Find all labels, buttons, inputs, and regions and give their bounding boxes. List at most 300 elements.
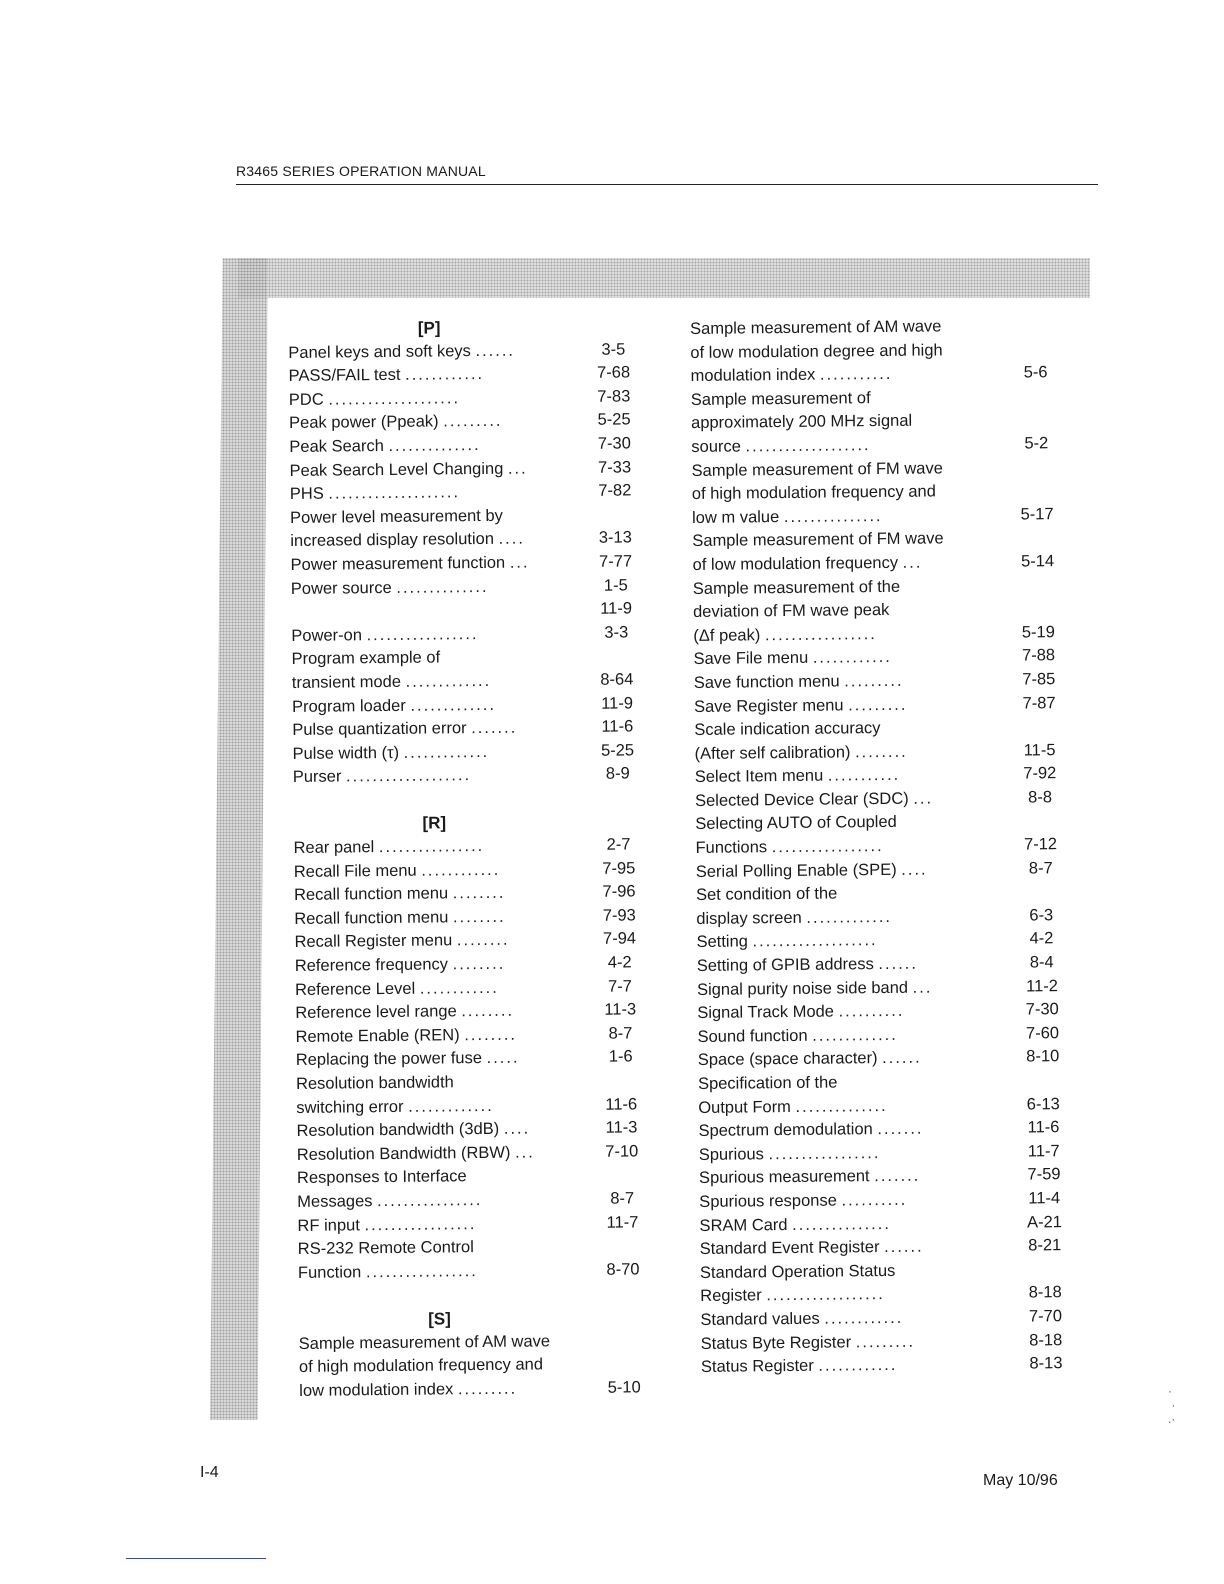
index-entry-text: [694, 692, 1012, 719]
index-entry-text: [695, 810, 1013, 861]
index-entry-text: [294, 905, 592, 932]
page-header-title: R3465 SERIES OPERATION MANUAL: [236, 163, 486, 179]
index-entry-label: Save Register menu: [693, 695, 844, 716]
index-entry-page-ref: 11-6: [605, 1094, 638, 1114]
index-entry: [692, 526, 1064, 577]
index-entry-page-ref: 5-6: [1023, 363, 1048, 382]
index-entry-line: [690, 362, 998, 389]
index-entry-page-ref: 8-8: [1028, 788, 1053, 807]
header-rule: [236, 184, 1098, 185]
index-entry-line: [699, 1141, 1007, 1168]
index-entry-label: Save function menu: [693, 672, 840, 692]
index-entry-text: [294, 928, 592, 955]
index-entry-label: Signal Track Mode: [697, 1002, 835, 1023]
index-entry-leader-dots: ...................: [745, 436, 871, 456]
index-entry-label: Setting of GPIB address: [696, 955, 874, 975]
index-entry-text: [697, 999, 1015, 1026]
index-entry-page-ref: 7-94: [602, 929, 637, 949]
index-entry-label: low m value: [691, 507, 780, 527]
index-entry: [695, 810, 1067, 861]
index-entry-page-ref: 5-2: [1024, 434, 1049, 453]
index-entry: [291, 645, 643, 696]
index-entry-page-ref: 8-10: [1026, 1047, 1060, 1066]
index-entry-continuation-line: Scale indication accuracy: [694, 719, 881, 740]
index-entry: [701, 1352, 1073, 1379]
index-entry-page-ref: 8-64: [600, 670, 634, 689]
index-entry-continuation-line: Sample measurement of AM wave: [690, 317, 942, 338]
index-entry-text: [701, 1353, 1019, 1380]
index-entry-page-ref: 7-92: [1023, 764, 1057, 783]
index-entry-leader-dots: .............: [410, 695, 497, 715]
index-entry-label: Peak Search: [289, 436, 384, 456]
index-entry-label: PASS/FAIL test: [288, 366, 401, 386]
index-entry-line: [291, 622, 579, 649]
index-entry-leader-dots: ...................: [345, 766, 472, 786]
index-entry-page-ref: 11-9: [601, 693, 634, 713]
index-entry-continuation-line: Sample measurement of FM wave: [692, 529, 944, 551]
index-entry-label: switching error: [296, 1097, 404, 1117]
index-entry-text: [695, 763, 1013, 790]
index-entry-page-ref: 11-6: [1027, 1118, 1060, 1137]
index-entry-leader-dots: .......: [874, 1167, 921, 1186]
index-entry-text: [701, 1329, 1019, 1356]
index-entry-leader-dots: .........: [457, 1379, 518, 1398]
index-entry-line: [295, 999, 583, 1026]
index-entry-leader-dots: .............: [806, 907, 893, 927]
index-entry-text: [699, 1164, 1017, 1191]
index-entry-label: Recall function menu: [293, 884, 449, 905]
index-entry-text: [696, 928, 1014, 955]
index-entry-page-ref: 5-10: [607, 1378, 641, 1397]
index-entry-label: Peak power (Ppeak): [289, 412, 439, 433]
index-column-left-inner: [288, 314, 651, 1403]
index-entry-label: Signal purity noise side band: [696, 978, 909, 999]
index-entry-label: RF input: [297, 1215, 360, 1235]
index-entry-page-ref: 7-10: [605, 1142, 639, 1161]
index-entry-page-ref: 7-12: [1023, 835, 1058, 854]
index-entry-page-ref: 8-18: [1029, 1330, 1063, 1350]
index-entry-line: [699, 1188, 1007, 1215]
index-entry-page-ref: 7-7: [607, 977, 633, 996]
index-entry-line: [699, 1211, 1007, 1238]
index-entry-page-ref: 1-5: [603, 575, 628, 595]
index-entry-line: [299, 1377, 587, 1404]
index-entry-label: Spurious measurement: [698, 1167, 870, 1188]
index-entry-leader-dots: ...........: [827, 766, 901, 785]
index-entry-leader-dots: ...: [507, 459, 528, 478]
index-entry-label: Spurious response: [699, 1191, 837, 1211]
index-entry-leader-dots: ...............: [792, 1214, 891, 1234]
index-entry-text: [293, 834, 591, 861]
index-entry-line: [698, 1093, 1006, 1120]
index-entry-leader-dots: ..............: [388, 435, 481, 455]
index-entry-leader-dots: ..........: [838, 1002, 905, 1021]
index-entry-text: [295, 1023, 593, 1050]
index-entry-page-ref: 11-3: [605, 1118, 638, 1137]
index-entry-leader-dots: ............: [419, 978, 499, 998]
index-entry: [700, 1258, 1072, 1309]
index-entry-page-ref: 2-7: [606, 835, 631, 854]
index-entry-label: Peak Search Level Changing: [289, 459, 504, 480]
index-entry-leader-dots: ...: [902, 553, 923, 572]
index-entry-label: Status Byte Register: [700, 1332, 852, 1353]
index-entry-page-ref: 3-3: [604, 623, 629, 642]
index-entry-continuation-line: of low modulation degree and high: [690, 340, 943, 362]
index-entry-line: [290, 527, 578, 554]
index-entry-page-ref: 7-93: [602, 906, 636, 925]
index-entry-label: Sound function: [697, 1026, 808, 1046]
index-entry: [691, 385, 1064, 460]
index-entry-text: [697, 975, 1015, 1002]
index-entry-page-ref: 5-14: [1020, 552, 1055, 571]
index-entry-continuation-line: approximately 200 MHz signal: [691, 412, 913, 433]
index-entry-continuation-line: of high modulation frequency and: [691, 482, 936, 504]
index-entry-line: [289, 457, 577, 484]
index-entry-leader-dots: ....................: [328, 483, 461, 503]
index-entry-continuation-line: Power level measurement by: [289, 506, 503, 527]
index-column-left: [288, 318, 640, 1403]
index-entry: [296, 1069, 648, 1120]
index-entry-leader-dots: ............: [421, 860, 501, 880]
index-entry-line: [290, 551, 578, 578]
index-entry-label: Select Item menu: [694, 766, 824, 787]
index-entry-page-ref: 11-2: [1026, 976, 1059, 996]
index-entry-page-ref: 8-7: [1028, 858, 1053, 878]
index-entry-leader-dots: .................: [364, 1214, 477, 1234]
index-entry-leader-dots: ..................: [766, 1285, 885, 1305]
index-entry-text: [290, 551, 588, 578]
index-entry-continuation-line: Standard Operation Status: [699, 1261, 896, 1282]
index-entry-label: Recall Register menu: [294, 931, 453, 952]
index-entry-line: [292, 740, 580, 767]
index-entry-label: transient mode: [291, 672, 402, 692]
index-entry-label: Spurious: [698, 1145, 764, 1164]
index-entry-page-ref: 7-77: [598, 552, 633, 571]
index-entry-line: [289, 409, 577, 436]
index-entry-page-ref: 7-83: [597, 387, 631, 406]
index-entry-text: [290, 504, 588, 554]
index-entry-text: [294, 881, 592, 908]
index-entry-line: [295, 1023, 583, 1050]
index-entry-text: [698, 1046, 1016, 1073]
section-heading: [R]: [422, 813, 447, 834]
index-entry-continuation-line: RS-232 Remote Control: [297, 1238, 474, 1259]
index-entry-label: of low modulation frequency: [692, 553, 899, 574]
index-entry-leader-dots: .............: [403, 742, 490, 762]
index-entry-text: [693, 574, 1012, 648]
index-entry-text: [288, 362, 586, 389]
index-entry: [297, 1164, 649, 1215]
index-entry-text: [700, 1235, 1018, 1262]
index-entry-leader-dots: ......: [882, 1049, 922, 1068]
index-entry-label: Register: [700, 1286, 762, 1306]
index-entry-label: low modulation index: [299, 1380, 454, 1400]
index-entry-page-ref: 8-18: [1028, 1283, 1062, 1302]
index-entry-text: [698, 1070, 1016, 1121]
index-entry-leader-dots: ........: [461, 1001, 515, 1021]
footer-rule: [126, 1558, 266, 1559]
index-entry-continuation-line: Responses to Interface: [296, 1167, 467, 1188]
index-entry-line: [696, 905, 1004, 932]
index-entry-leader-dots: ......: [884, 1237, 924, 1257]
index-entry-page-ref: 11-3: [604, 1000, 637, 1019]
section-heading: [S]: [428, 1309, 451, 1329]
index-entry-page-ref: 5-25: [600, 741, 635, 760]
index-entry: [293, 763, 645, 790]
index-entry-text: [691, 385, 1010, 459]
index-entry-leader-dots: .......: [877, 1119, 924, 1139]
index-entry-leader-dots: ..........: [841, 1190, 908, 1210]
index-entry-label: Selected Device Clear (SDC): [694, 789, 909, 810]
index-entry-leader-dots: ............: [818, 1356, 898, 1375]
index-entry-text: [289, 433, 587, 460]
index-entry-line: [294, 905, 582, 932]
index-entry-label: Remote Enable (REN): [295, 1026, 460, 1046]
index-entry-page-ref: 3-5: [601, 340, 626, 359]
index-entry-continuation-line: Sample measurement of FM wave: [691, 458, 943, 480]
index-entry-line: [695, 763, 1003, 790]
index-entry-text: [692, 527, 1010, 578]
index-entry-text: [292, 692, 590, 719]
index-entry-text: [700, 1258, 1018, 1309]
index-entry-text: [297, 1164, 595, 1214]
scan-specks: · · .·: [1168, 1384, 1176, 1426]
index-entry-leader-dots: .................: [764, 624, 877, 644]
index-entry-text: [700, 1306, 1018, 1333]
index-entry-label: Setting: [696, 932, 749, 952]
index-entry-line: [293, 763, 581, 790]
index-entry-text: [297, 1211, 595, 1238]
index-entry-page-ref: 11-4: [1028, 1189, 1061, 1208]
index-entry-label: Replacing the power fuse: [295, 1049, 483, 1070]
index-entry-line: [696, 857, 1004, 884]
index-entry-label: SRAM Card: [699, 1215, 788, 1235]
index-entry-page-ref: 7-85: [1022, 670, 1056, 689]
index-entry-label: Functions: [695, 838, 768, 858]
index-entry-page-ref: 7-82: [598, 481, 632, 500]
index-entry-text: [697, 1022, 1015, 1049]
index-entry: [297, 1140, 649, 1167]
index-entry-text: [299, 1329, 598, 1403]
index-entry-page-ref: 1-6: [608, 1047, 633, 1067]
index-entry-line: [700, 1235, 1008, 1262]
index-entry-page-ref: 7-30: [597, 434, 631, 453]
index-entry-text: [289, 409, 587, 436]
index-entry-label: (After self calibration): [694, 743, 851, 763]
index-entry-continuation-line: Sample measurement of the: [692, 577, 901, 598]
index-entry-label: Function: [297, 1263, 362, 1282]
index-entry-line: [298, 1259, 586, 1286]
index-entry-leader-dots: ......: [878, 954, 918, 974]
index-entry-text: [296, 1046, 594, 1073]
index-entry-text: [288, 338, 586, 365]
index-entry-line: [291, 575, 579, 602]
index-entry-line: [288, 339, 576, 366]
index-entry: [296, 1046, 648, 1073]
index-entry-leader-dots: .........: [848, 695, 908, 714]
index-entry-leader-dots: .................: [365, 1261, 478, 1281]
index-entry-label: Program loader: [291, 696, 406, 716]
index-entry-line: [295, 976, 583, 1003]
index-entry-text: [292, 740, 590, 767]
index-entry-page-ref: 11-7: [1027, 1141, 1060, 1161]
index-entry-leader-dots: ...: [509, 553, 530, 572]
index-entry-label: Reference Level: [294, 979, 416, 999]
index-entry-label: Standard Event Register: [699, 1238, 880, 1259]
index-entry-leader-dots: ........: [456, 931, 510, 950]
index-entry: [290, 479, 642, 506]
index-entry-leader-dots: ............: [824, 1308, 904, 1328]
index-entry-text: [295, 999, 593, 1026]
index-entry-page-ref: 4-2: [607, 953, 632, 972]
index-entry-label: Serial Polling Enable (SPE): [695, 860, 897, 881]
index-entry-text: [298, 1235, 596, 1285]
index-entry-line: [692, 551, 1000, 578]
index-entry-label: Messages: [297, 1192, 373, 1211]
index-entry-line: [697, 999, 1005, 1026]
index-entry-text: [691, 456, 1010, 530]
index-entry-page-ref: 7-70: [1028, 1307, 1063, 1326]
index-entry-label: Power-on: [291, 625, 363, 645]
index-entry-leader-dots: ........: [452, 954, 506, 974]
index-entry-line: [701, 1353, 1009, 1380]
index-entry-text: [289, 386, 587, 413]
index-entry-text: [697, 952, 1015, 979]
index-entry-leader-dots: .................: [366, 624, 479, 644]
index-entry-leader-dots: ....................: [328, 388, 461, 409]
index-entry-leader-dots: .............: [408, 1096, 494, 1116]
index-entry-text: [291, 574, 589, 601]
index-entry-line: [297, 1188, 585, 1215]
index-entry: [299, 1329, 652, 1403]
index-entry-text: [295, 975, 593, 1002]
index-entry-page-ref: 8-13: [1029, 1354, 1063, 1373]
index-entry-leader-dots: ...............: [783, 506, 883, 526]
index-entry-label: Rear panel: [293, 838, 375, 858]
index-entry-line: [698, 1117, 1006, 1144]
index-entry-line: [288, 362, 576, 389]
index-entry-text: [698, 1117, 1016, 1144]
index-entry-page-ref: 3-13: [598, 528, 632, 548]
index-entry: [291, 621, 643, 648]
index-entry-leader-dots: .........: [844, 671, 904, 691]
index-entry: [694, 715, 1066, 766]
index-entry-page-ref: 7-87: [1022, 693, 1056, 713]
index-entry-page-ref: 8-7: [610, 1189, 635, 1208]
index-entry-line: [294, 928, 582, 955]
index-entry-label: Pulse quantization error: [292, 719, 467, 740]
index-entry-label: Power source: [290, 578, 392, 598]
index-entry-line: [289, 433, 577, 460]
index-entry-line: [296, 1094, 584, 1121]
index-entry-line: [290, 480, 578, 507]
index-entry-line: [691, 433, 999, 460]
index-entry-label: Purser: [292, 767, 342, 787]
index-entry-text: [690, 315, 1009, 389]
index-entry-text: [291, 622, 589, 649]
index-entry-page-ref: 8-4: [1029, 953, 1054, 972]
index-entry-page-ref: 11-7: [606, 1212, 639, 1232]
index-entry-leader-dots: ........: [854, 742, 908, 761]
index-entry-line: [296, 1046, 584, 1073]
index-entry-label: source: [691, 437, 741, 456]
index-entry-page-ref: 8-7: [608, 1024, 633, 1043]
index-entry-label: Resolution Bandwidth (RBW): [296, 1143, 511, 1164]
index-entry-page-ref: 7-59: [1027, 1165, 1061, 1184]
index-entry-line: [289, 386, 577, 413]
index-entry-page-ref: 6-13: [1026, 1094, 1060, 1114]
index-entry-continuation-line: deviation of FM wave peak: [692, 601, 890, 622]
index-entry-page-ref: 5-17: [1020, 504, 1054, 524]
index-entry-page-ref: 11-5: [1023, 740, 1056, 760]
index-entry-line: [701, 1329, 1009, 1356]
index-entry-text: [294, 858, 592, 885]
shaded-band-left: [210, 258, 268, 1420]
index-entry-leader-dots: .................: [768, 1143, 881, 1164]
index-entry-leader-dots: ....: [503, 1119, 531, 1138]
index-entry-leader-dots: .....: [486, 1049, 520, 1068]
index-entry-label: display screen: [696, 908, 802, 928]
index-entry-text: [699, 1211, 1017, 1238]
index-entry-continuation-line: Specification of the: [697, 1073, 838, 1093]
index-entry-label: Space (space character): [697, 1049, 878, 1070]
index-entry-continuation-line: of high modulation frequency and: [298, 1355, 544, 1377]
index-entry-label: Standard values: [700, 1309, 820, 1329]
index-entry-leader-dots: ...: [913, 789, 934, 808]
revision-date: May 10/96: [983, 1472, 1058, 1489]
index-entry-page-ref: 7-33: [597, 457, 632, 477]
index-entry: [297, 1211, 649, 1238]
index-entry-page-ref: 8-21: [1028, 1236, 1062, 1255]
index-entry-text: [291, 598, 589, 625]
index-entry-line: [295, 952, 583, 979]
index-entry-continuation-line: Sample measurement of: [690, 388, 871, 409]
index-entry-text: [290, 480, 588, 507]
index-entry-text: [696, 881, 1014, 932]
index-entry-line: [694, 669, 1002, 696]
index-entry-label: PHS: [289, 484, 324, 504]
index-entry-line: [695, 787, 1003, 814]
index-entry-leader-dots: .........: [855, 1332, 916, 1351]
index-entry-line: [293, 834, 581, 861]
index-entry-leader-dots: ........: [464, 1025, 518, 1045]
index-entry-label: increased display resolution: [290, 530, 495, 551]
index-entry-leader-dots: ..............: [795, 1096, 888, 1116]
index-column-right-inner: [690, 314, 1073, 1380]
index-entry-leader-dots: ............: [404, 365, 485, 384]
index-entry-line: [697, 975, 1005, 1002]
index-entry-leader-dots: ..............: [396, 577, 489, 597]
index-entry-label: Recall function menu: [294, 908, 449, 928]
index-entry-page-ref: 7-96: [602, 882, 636, 901]
index-entry-text: [297, 1141, 595, 1168]
index-entry: [290, 503, 642, 554]
index-entry-label: Panel keys and soft keys: [288, 341, 471, 362]
index-entry-label: Spectrum demodulation: [698, 1120, 873, 1141]
index-column-right: [690, 318, 1062, 1380]
index-entry-line: [697, 952, 1005, 979]
index-entry-leader-dots: .........: [443, 412, 503, 431]
index-entry-line: [291, 598, 579, 625]
index-entry-page-ref: 7-88: [1021, 646, 1056, 665]
index-entry-line: [700, 1306, 1008, 1333]
index-entry: [693, 574, 1066, 649]
index-entry-page-ref: 4-2: [1029, 929, 1054, 948]
index-entry-line: [693, 621, 1001, 648]
index-entry-text: [296, 1070, 594, 1120]
index-entry-continuation-line: Program example of: [291, 648, 441, 669]
index-entry-page-ref: 7-95: [602, 859, 636, 878]
